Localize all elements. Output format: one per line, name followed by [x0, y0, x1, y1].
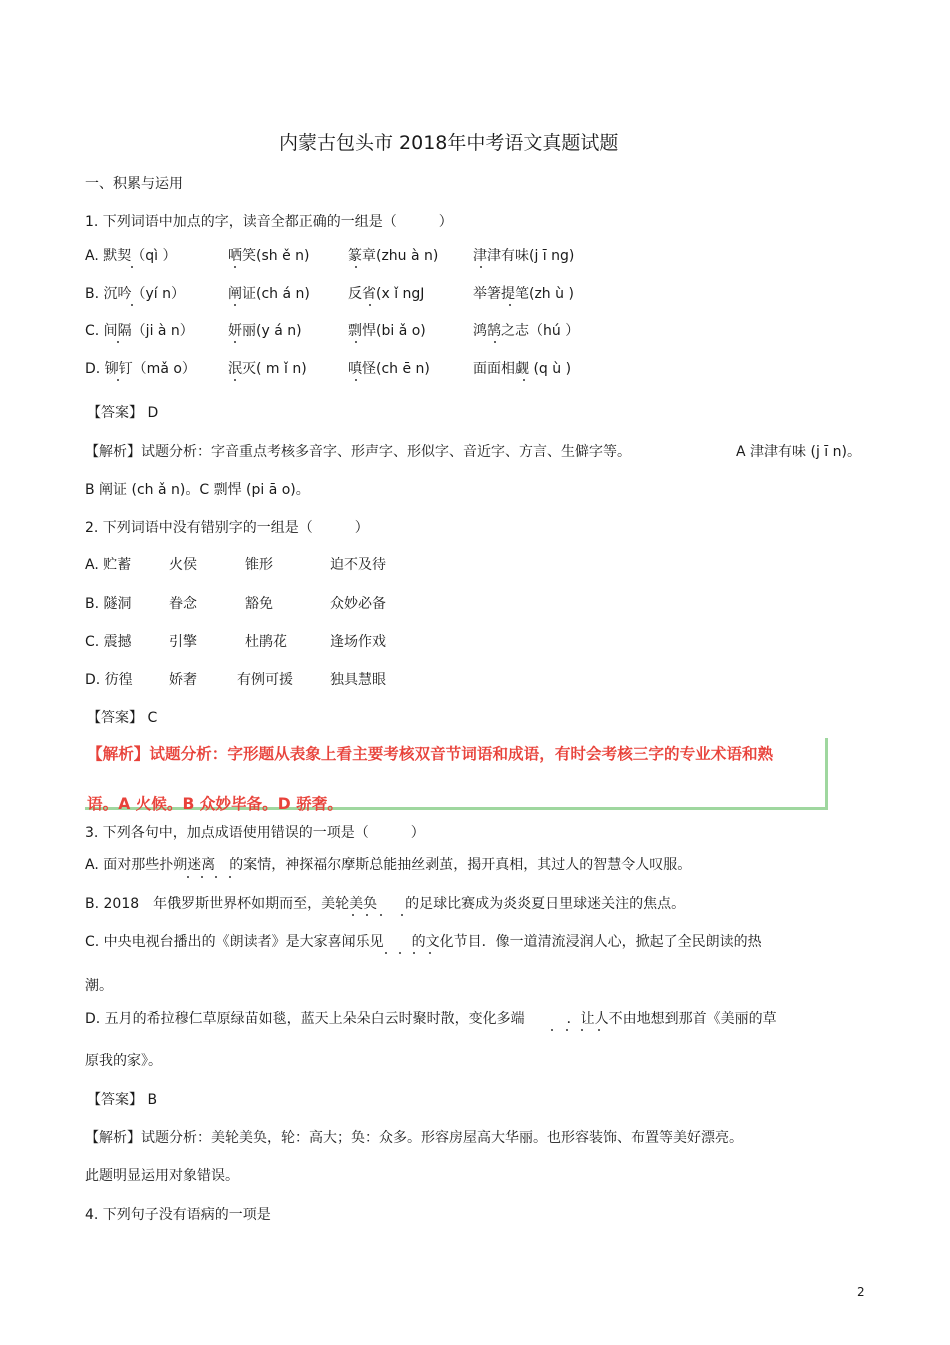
q1-analysis-line2: B 阐证 (ch ǎ n)。C 剽悍 (pi ā o)。 — [85, 482, 310, 498]
emphasis-dot — [401, 914, 403, 916]
q3-option-d-line1: D. 五月的希拉穆仁草原绿苗如毯，蓝天上朵朵白云时聚时散，变化多端 ．让人不由地想到那首《美丽的草 — [85, 1011, 777, 1027]
q1-a-3: 篆章(zhu à n) — [348, 248, 439, 264]
emphasis-dot — [355, 341, 357, 343]
q2-d-3: 有例可援 — [237, 672, 293, 688]
q2-d-2: 娇奢 — [169, 672, 197, 688]
q2-analysis-line2: 语。A 火候。B 众妙毕备。D 骄奢。 — [87, 795, 343, 813]
q3-option-c-line2: 潮。 — [85, 978, 113, 994]
emphasis-dot — [131, 266, 133, 268]
q3-option-c-line1: C. 中央电视台播出的《朗读者》是大家喜闻乐见 的文化节目．像一道清流浸润人心，掀起了全民朗读的热 — [85, 934, 762, 950]
q2-b-3: 豁免 — [245, 596, 273, 612]
q2-b-4: 众妙必备 — [330, 596, 386, 612]
q1-d-1: D. 铆钉（mǎ o） — [85, 361, 196, 377]
emphasis-dot — [380, 914, 382, 916]
emphasis-dot — [187, 876, 189, 878]
emphasis-dot — [413, 952, 415, 954]
emphasis-dot — [598, 1029, 600, 1031]
emphasis-dot — [523, 379, 525, 381]
q1-b-3: 反省(x ǐ ngJ — [348, 286, 425, 302]
q1-a-4: 津津有味(j ī ng) — [473, 248, 575, 264]
q1-b-4: 举箸提笔(zh ù ) — [473, 286, 574, 302]
section-heading: 一、积累与运用 — [85, 176, 183, 192]
q2-c-4: 逢场作戏 — [330, 634, 386, 650]
emphasis-dot — [131, 304, 133, 306]
q2-a-1: A. 贮蓄 — [85, 557, 132, 573]
q1-answer: 【答案】 D — [87, 405, 159, 421]
q4-stem: 4. 下列句子没有语病的一项是 — [85, 1207, 271, 1223]
emphasis-dot — [494, 341, 496, 343]
page-title: 内蒙古包头市 2018年中考语文真题试题 — [279, 132, 619, 154]
q2-answer: 【答案】 C — [87, 710, 158, 726]
q3-option-d-line2: 原我的家》。 — [85, 1053, 162, 1069]
q1-d-2: 泯灭( m ǐ n) — [228, 361, 307, 377]
q3-option-b: B. 2018 年俄罗斯世界杯如期而至，美轮美奂 的足球比赛成为炎炎夏日里球迷关注的焦点。 — [85, 896, 686, 912]
emphasis-dot — [234, 341, 236, 343]
q1-a-1: A. 默契（qì ） — [85, 248, 177, 264]
emphasis-dot — [234, 304, 236, 306]
q1-c-2: 妍丽(y á n) — [228, 323, 302, 339]
emphasis-dot — [480, 266, 482, 268]
emphasis-dot — [355, 266, 357, 268]
q1-b-2: 阐证(ch á n) — [228, 286, 310, 302]
q2-c-3: 杜鹃花 — [245, 634, 287, 650]
emphasis-dot — [385, 952, 387, 954]
q1-analysis-line1b: A 津津有味 (j ī n)。 — [736, 444, 861, 460]
emphasis-dot — [369, 304, 371, 306]
q3-option-a: A. 面对那些扑朔迷离 的案情，神探福尔摩斯总能抽丝剥茧，揭开真相，其过人的智慧令人叹服。 — [85, 857, 692, 873]
q1-b-1: B. 沉吟（yí n） — [85, 286, 186, 302]
emphasis-dot — [551, 1029, 553, 1031]
emphasis-dot — [509, 304, 511, 306]
q2-stem: 2. 下列词语中没有错别字的一组是（ ） — [85, 520, 369, 536]
q3-answer: 【答案】 B — [87, 1092, 158, 1108]
q3-stem: 3. 下列各句中，加点成语使用错误的一项是（ ） — [85, 825, 425, 841]
q1-c-4: 鸿鹄之志（hú ） — [473, 323, 580, 339]
q2-a-3: 锥形 — [245, 557, 273, 573]
emphasis-dot — [117, 341, 119, 343]
q1-c-1: C. 间隔（ji à n） — [85, 323, 194, 339]
emphasis-dot — [352, 914, 354, 916]
emphasis-dot — [234, 379, 236, 381]
q1-stem: 1. 下列词语中加点的字，读音全都正确的一组是（ ） — [85, 214, 453, 230]
emphasis-dot — [201, 876, 203, 878]
q2-c-1: C. 震撼 — [85, 634, 132, 650]
emphasis-dot — [566, 1029, 568, 1031]
emphasis-dot — [215, 876, 217, 878]
q2-b-1: B. 隧洞 — [85, 596, 132, 612]
q3-analysis-line1: 【解析】试题分析：美轮美奂，轮：高大；奂：众多。形容房屋高大华丽。也形容装饰、布置等美好漂亮。 — [85, 1130, 743, 1146]
q1-a-2: 哂笑(sh ě n) — [228, 248, 310, 264]
q3-analysis-line2: 此题明显运用对象错误。 — [85, 1168, 239, 1184]
emphasis-dot — [581, 1029, 583, 1031]
emphasis-dot — [429, 952, 431, 954]
page-number: 2 — [857, 1285, 865, 1299]
emphasis-dot — [366, 914, 368, 916]
emphasis-dot — [355, 379, 357, 381]
emphasis-dot — [117, 379, 119, 381]
q2-analysis-line1: 【解析】试题分析：字形题从表象上看主要考核双音节词语和成语，有时会考核三字的专业术语和熟 — [87, 745, 774, 763]
q1-d-3: 嗔怪(ch ē n) — [348, 361, 430, 377]
emphasis-dot — [399, 952, 401, 954]
q1-d-4: 面面相觑 (q ù ) — [473, 361, 572, 377]
q1-analysis-line1: 【解析】试题分析：字音重点考核多音字、形声字、形似字、音近字、方言、生僻字等。 — [85, 444, 631, 460]
q2-d-4: 独具慧眼 — [330, 672, 386, 688]
q2-a-4: 迫不及待 — [330, 557, 386, 573]
q1-c-3: 剽悍(bi ǎ o) — [348, 323, 426, 339]
q2-c-2: 引擎 — [169, 634, 197, 650]
emphasis-dot — [234, 266, 236, 268]
q2-d-1: D. 彷徨 — [85, 672, 133, 688]
q2-b-2: 眷念 — [169, 596, 197, 612]
emphasis-dot — [229, 876, 231, 878]
q2-a-2: 火侯 — [169, 557, 197, 573]
